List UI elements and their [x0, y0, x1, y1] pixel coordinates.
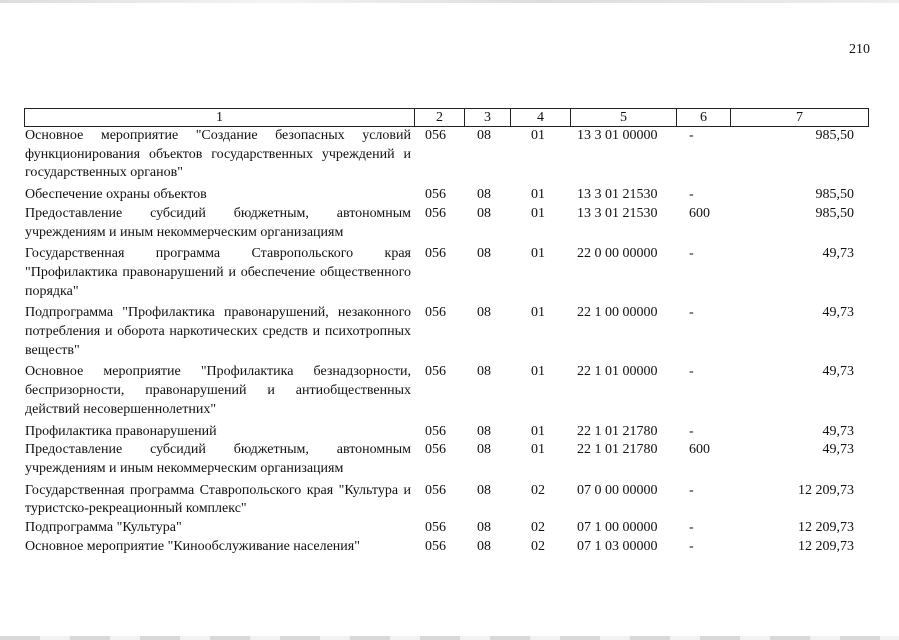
row-col3: 08 — [477, 246, 491, 262]
row-col7: 985,50 — [815, 128, 854, 143]
table-row — [25, 519, 868, 538]
row-col4: 02 — [531, 520, 545, 536]
table-row — [25, 205, 868, 242]
row-col5: 22 1 01 21780 — [577, 423, 658, 439]
row-col4: 01 — [531, 305, 545, 321]
row-col5: 22 1 01 00000 — [577, 364, 658, 380]
table-body — [25, 127, 868, 556]
row-col6: - — [689, 482, 694, 498]
row-col7: 12 209,73 — [798, 520, 854, 536]
table-row — [25, 186, 868, 205]
row-col2: 056 — [425, 187, 446, 203]
row-col2: 056 — [425, 538, 446, 554]
column-header: 1 — [25, 109, 415, 127]
row-col6: - — [689, 128, 694, 143]
row-col7: 49,73 — [822, 423, 854, 439]
row-col3: 08 — [477, 364, 491, 380]
row-col3: 08 — [477, 128, 491, 143]
column-header: 3 — [465, 109, 511, 127]
row-col3: 08 — [477, 305, 491, 321]
table-row — [25, 441, 868, 478]
row-col6: - — [689, 364, 694, 380]
table-row — [25, 538, 868, 557]
row-col4: 01 — [531, 246, 545, 262]
row-col2: 056 — [425, 205, 446, 221]
row-col2: 056 — [425, 364, 446, 380]
row-col4: 01 — [531, 128, 545, 143]
row-col4: 02 — [531, 538, 545, 554]
row-col3: 08 — [477, 520, 491, 536]
table-row — [25, 482, 868, 519]
row-col4: 02 — [531, 482, 545, 498]
page-number: 210 — [849, 42, 870, 57]
scan-edge-top — [0, 0, 899, 3]
row-col2: 056 — [425, 305, 446, 321]
column-header: 2 — [415, 109, 465, 127]
row-name: Основное мероприятие "Создание безопасных условий функционирования объектов государственных учреждений и государственных органов" — [25, 128, 411, 181]
row-col6: 600 — [689, 205, 710, 221]
row-col5: 07 1 00 00000 — [577, 520, 658, 536]
row-col4: 01 — [531, 364, 545, 380]
column-header-table — [24, 108, 869, 127]
row-col6: - — [689, 187, 694, 203]
row-name: Профилактика правонарушений — [25, 423, 217, 439]
row-col3: 08 — [477, 538, 491, 554]
column-header: 5 — [571, 109, 677, 127]
row-col2: 056 — [425, 246, 446, 262]
row-col5: 13 3 01 21530 — [577, 187, 658, 203]
row-col5: 22 1 01 21780 — [577, 442, 658, 458]
row-col6: 600 — [689, 442, 710, 458]
column-header: 4 — [511, 109, 571, 127]
row-col6: - — [689, 520, 694, 536]
row-col6: - — [689, 246, 694, 262]
row-col2: 056 — [425, 128, 446, 143]
table-row — [25, 127, 868, 183]
row-col7: 49,73 — [822, 305, 854, 321]
row-col4: 01 — [531, 187, 545, 203]
row-col3: 08 — [477, 423, 491, 439]
row-col3: 08 — [477, 187, 491, 203]
row-col2: 056 — [425, 520, 446, 536]
row-col2: 056 — [425, 482, 446, 498]
row-col7: 49,73 — [822, 442, 854, 458]
row-name: Подпрограмма "Культура" — [25, 520, 182, 536]
table-row — [25, 245, 868, 301]
row-col7: 49,73 — [822, 246, 854, 262]
table-row — [25, 423, 868, 442]
row-name: Обеспечение охраны объектов — [25, 187, 207, 203]
row-name: Подпрограмма "Профилактика правонарушений, незаконного потребления и оборота наркотических средств и психотропных веществ" — [25, 305, 411, 358]
row-col7: 49,73 — [822, 364, 854, 380]
row-col5: 13 3 01 21530 — [577, 205, 658, 221]
row-col5: 22 0 00 00000 — [577, 246, 658, 262]
row-col6: - — [689, 538, 694, 554]
row-col6: - — [689, 423, 694, 439]
row-col5: 22 1 00 00000 — [577, 305, 658, 321]
row-col7: 12 209,73 — [798, 482, 854, 498]
column-header: 6 — [677, 109, 731, 127]
row-col4: 01 — [531, 423, 545, 439]
row-col7: 985,50 — [815, 187, 854, 203]
row-col2: 056 — [425, 423, 446, 439]
row-col2: 056 — [425, 442, 446, 458]
table-row — [25, 363, 868, 419]
row-name: Основное мероприятие "Профилактика безнадзорности, беспризорности, правонарушений и антиобщественных действий несовершеннолетних" — [25, 364, 411, 417]
row-col5: 13 3 01 00000 — [577, 128, 658, 143]
table-row — [25, 304, 868, 360]
row-col6: - — [689, 305, 694, 321]
row-name: Государственная программа Ставропольского края "Культура и туристско-рекреационный комплекс" — [25, 482, 411, 517]
row-name: Основное мероприятие "Кинообслуживание населения" — [25, 538, 360, 554]
scan-edge-bottom — [0, 636, 899, 640]
row-col4: 01 — [531, 205, 545, 221]
column-header: 7 — [731, 109, 869, 127]
row-col7: 985,50 — [815, 205, 854, 221]
row-col4: 01 — [531, 442, 545, 458]
row-col5: 07 0 00 00000 — [577, 482, 658, 498]
row-col3: 08 — [477, 442, 491, 458]
row-col3: 08 — [477, 205, 491, 221]
row-col5: 07 1 03 00000 — [577, 538, 658, 554]
row-col7: 12 209,73 — [798, 538, 854, 554]
row-name: Государственная программа Ставропольского края "Профилактика правонарушений и обеспечение общественного порядка" — [25, 246, 411, 299]
row-name: Предоставление субсидий бюджетным, автономным учреждениям и иным некоммерческим организациям — [25, 442, 411, 476]
column-header-row — [25, 109, 869, 127]
row-name: Предоставление субсидий бюджетным, автономным учреждениям и иным некоммерческим организациям — [25, 205, 411, 240]
row-col3: 08 — [477, 482, 491, 498]
